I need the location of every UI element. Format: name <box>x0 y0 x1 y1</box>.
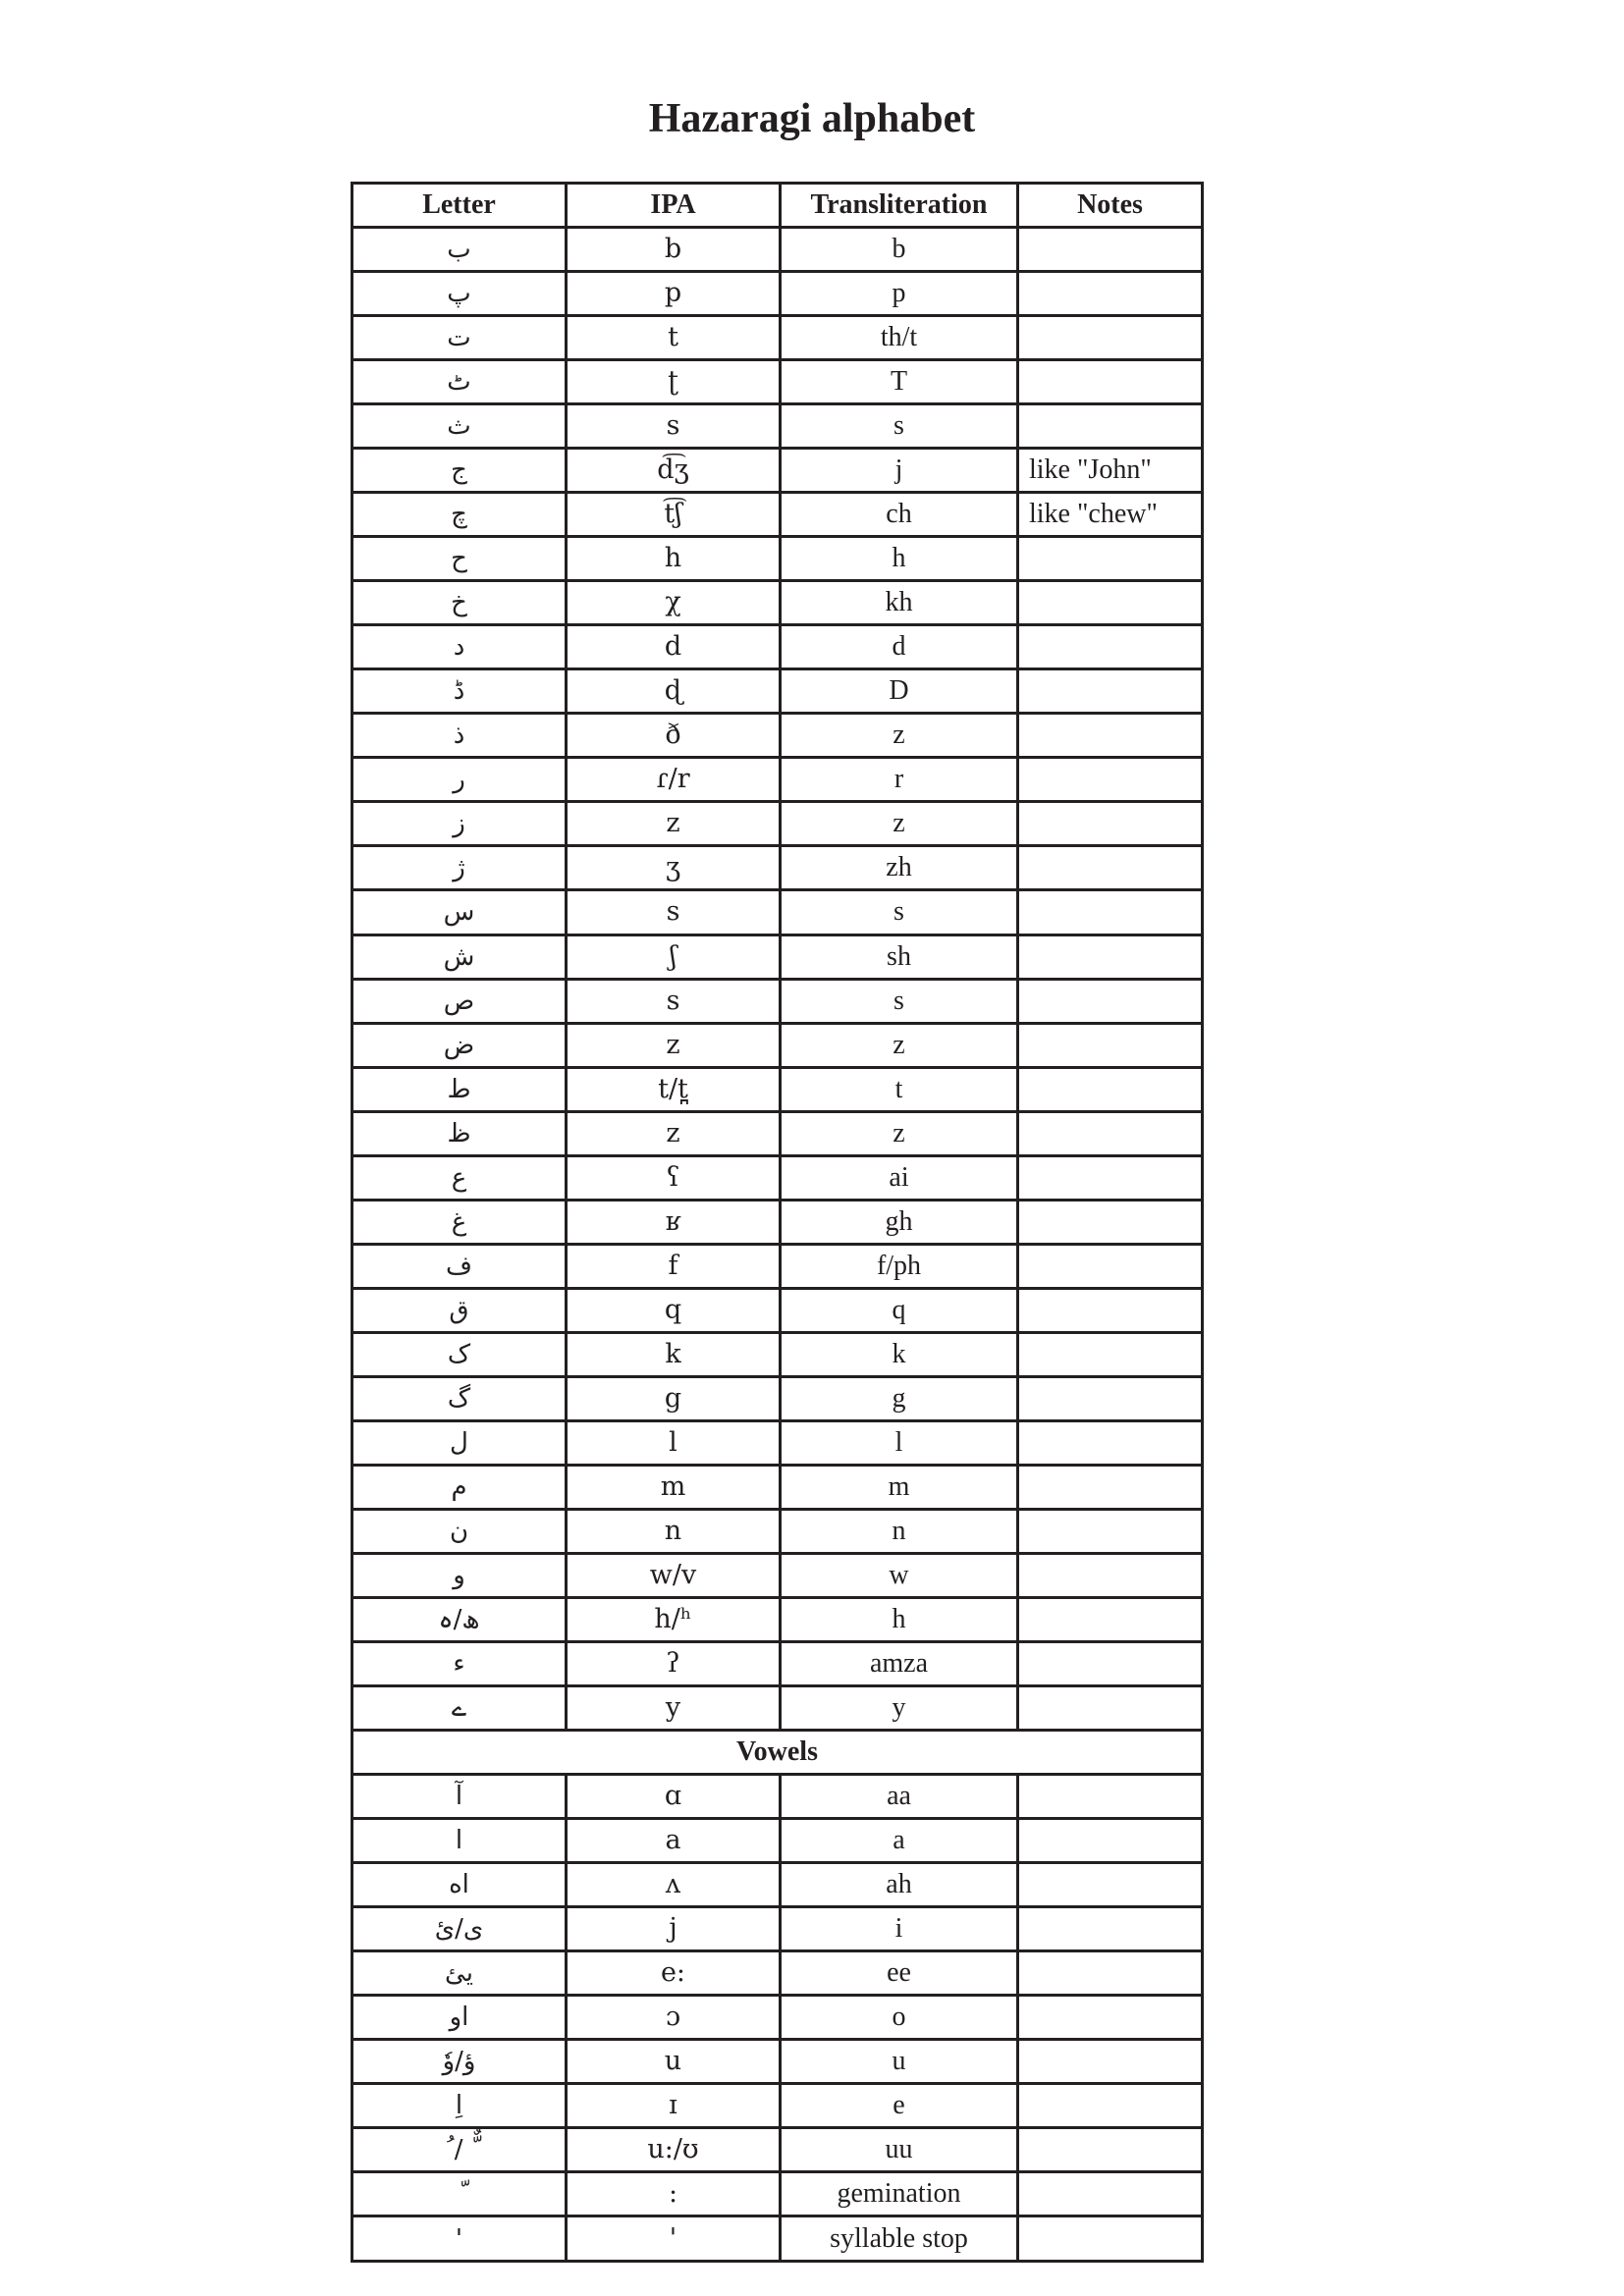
notes-cell <box>1018 228 1203 272</box>
letter-cell: ھ/ہ <box>352 1597 567 1641</box>
ipa-cell: d <box>567 625 781 669</box>
ipa-cell: t͡ʃ <box>567 493 781 537</box>
ipa-cell: : <box>567 2172 781 2216</box>
notes-cell <box>1018 2084 1203 2128</box>
vowels-section-row <box>352 1731 1203 1775</box>
vowel-row <box>352 1996 1203 2040</box>
notes-cell <box>1018 360 1203 404</box>
notes-cell <box>1018 272 1203 316</box>
letter-cell: د <box>352 625 567 669</box>
letter-cell: ص <box>352 979 567 1023</box>
letter-cell: ف <box>352 1244 567 1288</box>
letter-cell: ر <box>352 758 567 802</box>
table-body <box>352 228 1203 2262</box>
transliteration-cell: p <box>781 272 1018 316</box>
letter-cell: ل <box>352 1420 567 1465</box>
notes-cell <box>1018 1288 1203 1332</box>
letter-cell: ن <box>352 1509 567 1553</box>
ipa-cell: d͡ʒ <box>567 449 781 493</box>
letter-cell: گ <box>352 1376 567 1420</box>
letter-cell: ح <box>352 537 567 581</box>
letter-cell: اِ <box>352 2084 567 2128</box>
consonant-row <box>352 1067 1203 1111</box>
consonant-row <box>352 316 1203 360</box>
consonant-row <box>352 1376 1203 1420</box>
notes-cell <box>1018 1420 1203 1465</box>
transliteration-cell: k <box>781 1332 1018 1376</box>
transliteration-cell: n <box>781 1509 1018 1553</box>
transliteration-cell: ch <box>781 493 1018 537</box>
consonant-row <box>352 581 1203 625</box>
transliteration-cell: u <box>781 2040 1018 2084</box>
ipa-cell: ð <box>567 714 781 758</box>
transliteration-cell: d <box>781 625 1018 669</box>
transliteration-cell: s <box>781 890 1018 934</box>
consonant-row <box>352 1597 1203 1641</box>
transliteration-cell: th/t <box>781 316 1018 360</box>
letter-cell: ژ <box>352 846 567 890</box>
ipa-cell: ɑ <box>567 1775 781 1819</box>
consonant-row <box>352 1332 1203 1376</box>
letter-cell: ؤ/وٗ <box>352 2040 567 2084</box>
transliteration-cell: l <box>781 1420 1018 1465</box>
vowel-row <box>352 2084 1203 2128</box>
notes-cell <box>1018 1907 1203 1951</box>
header-letter: Letter <box>352 184 567 228</box>
notes-cell <box>1018 890 1203 934</box>
transliteration-cell: g <box>781 1376 1018 1420</box>
ipa-cell: l <box>567 1420 781 1465</box>
ipa-cell: h <box>567 537 781 581</box>
consonant-row <box>352 1553 1203 1597</box>
transliteration-cell: uu <box>781 2128 1018 2172</box>
notes-cell <box>1018 1244 1203 1288</box>
notes-cell <box>1018 1553 1203 1597</box>
transliteration-cell: z <box>781 1111 1018 1155</box>
transliteration-cell: w <box>781 1553 1018 1597</box>
ipa-cell: u <box>567 2040 781 2084</box>
ipa-cell: χ <box>567 581 781 625</box>
letter-cell: ق <box>352 1288 567 1332</box>
letter-cell: ظ <box>352 1111 567 1155</box>
transliteration-cell: e <box>781 2084 1018 2128</box>
letter-cell: ٹ <box>352 360 567 404</box>
transliteration-cell: j <box>781 449 1018 493</box>
notes-cell <box>1018 669 1203 714</box>
ipa-cell: ʕ <box>567 1155 781 1200</box>
ipa-cell: ɪ <box>567 2084 781 2128</box>
notes-cell <box>1018 1819 1203 1863</box>
letter-cell: س <box>352 890 567 934</box>
transliteration-cell: q <box>781 1288 1018 1332</box>
consonant-row <box>352 714 1203 758</box>
letter-cell: ب <box>352 228 567 272</box>
transliteration-cell: D <box>781 669 1018 714</box>
transliteration-cell: zh <box>781 846 1018 890</box>
notes-cell <box>1018 2040 1203 2084</box>
ipa-cell: t/t̪ <box>567 1067 781 1111</box>
ipa-cell: ɾ/r <box>567 758 781 802</box>
consonant-row <box>352 493 1203 537</box>
consonant-row <box>352 979 1203 1023</box>
letter-cell: ے <box>352 1686 567 1731</box>
ipa-cell: g <box>567 1376 781 1420</box>
ipa-cell: h/ʰ <box>567 1597 781 1641</box>
transliteration-cell: kh <box>781 581 1018 625</box>
transliteration-cell: t <box>781 1067 1018 1111</box>
ipa-cell: z <box>567 802 781 846</box>
ipa-cell: s <box>567 890 781 934</box>
consonant-row <box>352 537 1203 581</box>
vowels-heading: Vowels <box>352 1731 1203 1775</box>
notes-cell <box>1018 802 1203 846</box>
vowel-row <box>352 1775 1203 1819</box>
letter-cell: ط <box>352 1067 567 1111</box>
transliteration-cell: z <box>781 802 1018 846</box>
vowel-row <box>352 1819 1203 1863</box>
consonant-row <box>352 1023 1203 1067</box>
consonant-row <box>352 758 1203 802</box>
consonant-row <box>352 1465 1203 1509</box>
transliteration-cell: ee <box>781 1951 1018 1996</box>
consonant-row <box>352 1288 1203 1332</box>
letter-cell: ج <box>352 449 567 493</box>
consonant-row <box>352 890 1203 934</box>
letter-cell: غ <box>352 1200 567 1244</box>
letter-cell: ض <box>352 1023 567 1067</box>
notes-cell <box>1018 1597 1203 1641</box>
notes-cell <box>1018 934 1203 979</box>
transliteration-cell: s <box>781 404 1018 449</box>
transliteration-cell: ai <box>781 1155 1018 1200</box>
notes-cell <box>1018 979 1203 1023</box>
notes-cell <box>1018 1465 1203 1509</box>
consonant-row <box>352 360 1203 404</box>
notes-cell <box>1018 404 1203 449</box>
notes-cell <box>1018 316 1203 360</box>
vowel-row <box>352 2172 1203 2216</box>
ipa-cell: b <box>567 228 781 272</box>
letter-cell: ی/ئ <box>352 1907 567 1951</box>
consonant-row <box>352 1111 1203 1155</box>
letter-cell: ع <box>352 1155 567 1200</box>
transliteration-cell: aa <box>781 1775 1018 1819</box>
notes-cell <box>1018 1023 1203 1067</box>
transliteration-cell: T <box>781 360 1018 404</box>
transliteration-cell: a <box>781 1819 1018 1863</box>
consonant-row <box>352 934 1203 979</box>
letter-cell: ء <box>352 1642 567 1686</box>
transliteration-cell: h <box>781 1597 1018 1641</box>
ipa-cell: k <box>567 1332 781 1376</box>
vowel-row <box>352 1907 1203 1951</box>
notes-cell <box>1018 1642 1203 1686</box>
transliteration-cell: f/ph <box>781 1244 1018 1288</box>
ipa-cell: ɔ <box>567 1996 781 2040</box>
ipa-cell: m <box>567 1465 781 1509</box>
transliteration-cell: sh <box>781 934 1018 979</box>
transliteration-cell: m <box>781 1465 1018 1509</box>
vowel-row <box>352 1863 1203 1907</box>
consonant-row <box>352 1200 1203 1244</box>
letter-cell: خ <box>352 581 567 625</box>
transliteration-cell: ah <box>781 1863 1018 1907</box>
transliteration-cell: h <box>781 537 1018 581</box>
letter-cell: آ <box>352 1775 567 1819</box>
notes-cell <box>1018 1951 1203 1996</box>
letter-cell: او <box>352 1996 567 2040</box>
notes-cell <box>1018 1111 1203 1155</box>
letter-cell: ش <box>352 934 567 979</box>
letter-cell: ' <box>352 2216 567 2262</box>
notes-cell <box>1018 537 1203 581</box>
notes-cell <box>1018 1332 1203 1376</box>
transliteration-cell: syllable stop <box>781 2216 1018 2262</box>
notes-cell <box>1018 1686 1203 1731</box>
consonant-row <box>352 625 1203 669</box>
letter-cell: ز <box>352 802 567 846</box>
transliteration-cell: i <box>781 1907 1018 1951</box>
notes-cell: like "John" <box>1018 449 1203 493</box>
ipa-cell: e: <box>567 1951 781 1996</box>
consonant-row <box>352 272 1203 316</box>
notes-cell: like "chew" <box>1018 493 1203 537</box>
ipa-cell: z <box>567 1023 781 1067</box>
letter-cell: ٌّ / ُ <box>352 2128 567 2172</box>
transliteration-cell: y <box>781 1686 1018 1731</box>
consonant-row <box>352 449 1203 493</box>
letter-cell: م <box>352 1465 567 1509</box>
letter-cell <box>352 2172 567 2216</box>
ipa-cell: ʁ <box>567 1200 781 1244</box>
transliteration-cell: s <box>781 979 1018 1023</box>
ipa-cell: ʒ <box>567 846 781 890</box>
notes-cell <box>1018 846 1203 890</box>
ipa-cell: q <box>567 1288 781 1332</box>
letter-cell: پ <box>352 272 567 316</box>
consonant-row <box>352 669 1203 714</box>
ipa-cell: n <box>567 1509 781 1553</box>
letter-cell: ا <box>352 1819 567 1863</box>
alphabet-table <box>351 182 1204 2263</box>
ipa-cell: a <box>567 1819 781 1863</box>
notes-cell <box>1018 625 1203 669</box>
letter-cell: یئ <box>352 1951 567 1996</box>
ipa-cell: f <box>567 1244 781 1288</box>
letter-cell: ت <box>352 316 567 360</box>
notes-cell <box>1018 2172 1203 2216</box>
notes-cell <box>1018 1863 1203 1907</box>
consonant-row <box>352 846 1203 890</box>
letter-cell: و <box>352 1553 567 1597</box>
consonant-row <box>352 404 1203 449</box>
transliteration-cell: z <box>781 1023 1018 1067</box>
consonant-row <box>352 1244 1203 1288</box>
transliteration-cell: r <box>781 758 1018 802</box>
consonant-row <box>352 1155 1203 1200</box>
notes-cell <box>1018 758 1203 802</box>
notes-cell <box>1018 2128 1203 2172</box>
ipa-cell: ʔ <box>567 1642 781 1686</box>
consonant-row <box>352 228 1203 272</box>
consonant-row <box>352 1642 1203 1686</box>
ipa-cell: ʈ <box>567 360 781 404</box>
vowel-row <box>352 2040 1203 2084</box>
notes-cell <box>1018 581 1203 625</box>
notes-cell <box>1018 1155 1203 1200</box>
ipa-cell: y <box>567 1686 781 1731</box>
ipa-cell: ' <box>567 2216 781 2262</box>
ipa-cell: ɖ <box>567 669 781 714</box>
ipa-cell: ʃ <box>567 934 781 979</box>
ipa-cell: s <box>567 979 781 1023</box>
ipa-cell: j <box>567 1907 781 1951</box>
letter-cell: چ <box>352 493 567 537</box>
vowel-row <box>352 2128 1203 2172</box>
ipa-cell: z <box>567 1111 781 1155</box>
header-transliteration: Transliteration <box>781 184 1018 228</box>
vowel-row <box>352 2216 1203 2262</box>
transliteration-cell: amza <box>781 1642 1018 1686</box>
consonant-row <box>352 1420 1203 1465</box>
notes-cell <box>1018 1200 1203 1244</box>
transliteration-cell: b <box>781 228 1018 272</box>
consonant-row <box>352 802 1203 846</box>
vowel-row <box>352 1951 1203 1996</box>
letter-cell: ذ <box>352 714 567 758</box>
header-notes: Notes <box>1018 184 1203 228</box>
consonant-row <box>352 1686 1203 1731</box>
page-title: Hazaragi alphabet <box>648 96 976 141</box>
notes-cell <box>1018 1775 1203 1819</box>
ipa-cell: s <box>567 404 781 449</box>
transliteration-cell: o <box>781 1996 1018 2040</box>
letter-cell: ک <box>352 1332 567 1376</box>
notes-cell <box>1018 1996 1203 2040</box>
consonant-row <box>352 1509 1203 1553</box>
notes-cell <box>1018 1509 1203 1553</box>
header-ipa: IPA <box>567 184 781 228</box>
transliteration-cell: gemination <box>781 2172 1018 2216</box>
notes-cell <box>1018 1067 1203 1111</box>
letter-cell: ڈ <box>352 669 567 714</box>
transliteration-cell: gh <box>781 1200 1018 1244</box>
letter-cell: ث <box>352 404 567 449</box>
notes-cell <box>1018 1376 1203 1420</box>
ipa-cell: ʌ <box>567 1863 781 1907</box>
notes-cell <box>1018 714 1203 758</box>
ipa-cell: p <box>567 272 781 316</box>
ipa-cell: u:/ʊ <box>567 2128 781 2172</box>
ipa-cell: t <box>567 316 781 360</box>
table-header-row <box>352 184 1203 228</box>
transliteration-cell: z <box>781 714 1018 758</box>
letter-cell: اه <box>352 1863 567 1907</box>
notes-cell <box>1018 2216 1203 2262</box>
ipa-cell: w/v <box>567 1553 781 1597</box>
